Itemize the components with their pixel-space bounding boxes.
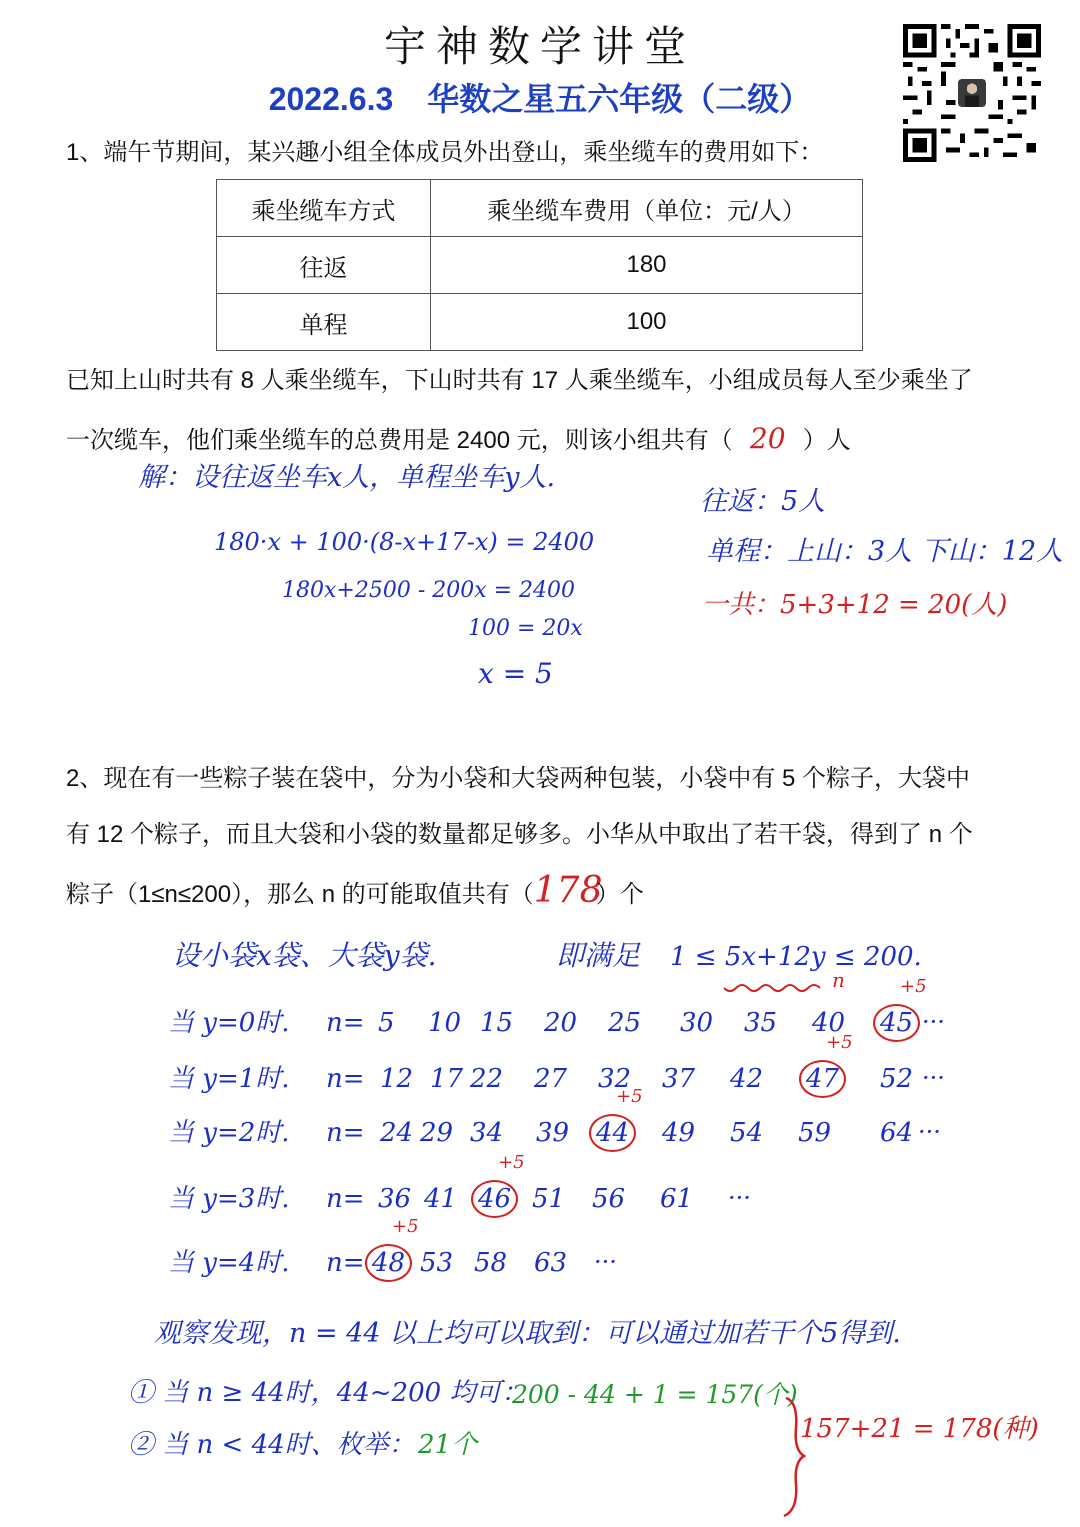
enum-row-prefix: n= (326, 1008, 365, 1038)
enum-value: 24 (380, 1118, 414, 1148)
table-header-cell: 乘坐缆车方式 (217, 180, 431, 237)
enum-ellipsis: ··· (918, 1118, 941, 1146)
table-cell: 180 (431, 237, 863, 294)
q1-equation-2: 180x+2500 - 200x = 2400 (282, 578, 576, 603)
enum-row-label: 当 y=4时. (168, 1248, 290, 1278)
enum-value: 27 (534, 1064, 568, 1094)
q2-case-2-calc: 21个 (418, 1430, 478, 1460)
enum-value: 40 (812, 1008, 846, 1038)
enum-value: 61 (660, 1184, 694, 1214)
exam-date: 2022.6.3 (268, 81, 394, 117)
enum-value: 36 (378, 1184, 412, 1214)
q1-line-3-end: ）人 (802, 427, 851, 454)
q2-case-1-calc: 200 - 44 + 1 = 157(个) (512, 1380, 798, 1409)
q2-setup: 设小袋x袋、大袋y袋. (172, 939, 437, 972)
enum-value: 34 (470, 1118, 504, 1148)
enum-ellipsis: ··· (728, 1184, 751, 1212)
table-cell: 往返 (217, 237, 431, 294)
q1-side-total: 一共：5+3+12 = 20(人) (702, 590, 1008, 620)
enum-value: 64 (880, 1118, 914, 1148)
enum-row-prefix: n= (326, 1118, 365, 1148)
enum-value: 58 (474, 1248, 508, 1278)
enum-ellipsis: ··· (594, 1248, 617, 1276)
enum-value: 20 (544, 1008, 578, 1038)
q1-solution-intro: 解：设往返坐车x人，单程坐车y人. (138, 462, 556, 493)
enum-value: 48 (365, 1244, 412, 1282)
q1-line-2: 已知上山时共有 8 人乘坐缆车，下山时共有 17 人乘坐缆车，小组成员每人至少乘坐了 (66, 367, 973, 394)
table-cell: 100 (431, 294, 863, 351)
enum-value: 56 (592, 1184, 626, 1214)
enum-value: 25 (608, 1008, 642, 1038)
q1-equation-1: 180·x + 100·(8-x+17-x) = 2400 (214, 528, 595, 556)
enum-value: 15 (480, 1008, 514, 1038)
enum-value: 44 (589, 1114, 636, 1152)
exam-name: 华数之星五六年级（二级） (427, 81, 812, 117)
q2-line-3-end: ）个 (595, 881, 644, 908)
enum-value: 39 (536, 1118, 570, 1148)
enum-row-prefix: n= (326, 1184, 365, 1214)
table-cell: 单程 (217, 294, 431, 351)
plus-five-mark: +5 (392, 1216, 419, 1237)
q2-case-1: ① 当 n ≥ 44时，44~200 均可： (128, 1378, 528, 1408)
enum-value: 53 (420, 1248, 454, 1278)
q1-line-1: 1、端午节期间，某兴趣小组全体成员外出登山，乘坐缆车的费用如下： (66, 139, 824, 166)
enum-value: 32 (598, 1064, 632, 1094)
q2-observation: 观察发现，n = 44 以上均可以取到：可以通过加若干个5得到. (154, 1318, 901, 1349)
q2-n-mark: n (832, 968, 845, 992)
plus-five-mark: +5 (616, 1086, 643, 1107)
enum-row-label: 当 y=2时. (168, 1118, 290, 1148)
enum-value: 41 (424, 1184, 458, 1214)
enum-value: 46 (471, 1180, 518, 1218)
q2-setup-mid: 即满足 (556, 939, 641, 972)
enum-row-label: 当 y=1时. (168, 1064, 290, 1094)
q2-total: 157+21 = 178(种) (800, 1414, 1039, 1444)
enum-value: 42 (730, 1064, 764, 1094)
enum-value: 52 (880, 1064, 914, 1094)
enum-value: 45 (873, 1004, 920, 1042)
plus-five-mark: +5 (498, 1152, 525, 1173)
enum-value: 47 (799, 1060, 846, 1098)
enum-row-prefix: n= (326, 1248, 365, 1278)
enum-value: 51 (532, 1184, 566, 1214)
q1-equation-4: x = 5 (478, 657, 553, 690)
enum-value: 10 (428, 1008, 462, 1038)
plus-five-mark: +5 (900, 976, 927, 997)
enum-row-label: 当 y=3时. (168, 1184, 290, 1214)
enum-ellipsis: ··· (922, 1008, 945, 1036)
brace-mark (784, 1398, 804, 1516)
enum-value: 37 (662, 1064, 696, 1094)
enum-value: 22 (470, 1064, 504, 1094)
enum-value: 35 (744, 1008, 778, 1038)
q1-equation-3: 100 = 20x (468, 616, 583, 641)
enum-value: 5 (378, 1008, 395, 1038)
q1-line-3-text: 一次缆车，他们乘坐缆车的总费用是 2400 元，则该小组共有（ (66, 427, 733, 454)
enum-row-prefix: n= (326, 1064, 365, 1094)
q2-case-2: ② 当 n < 44时、枚举： (128, 1430, 415, 1460)
q1-side-note-1: 往返：5人 (700, 486, 826, 517)
q2-setup-inequality: 1 ≤ 5x+12y ≤ 200. (670, 942, 922, 972)
q2-line-1: 2、现在有一些粽子装在袋中，分为小袋和大袋两种包装，小袋中有 5 个粽子，大袋中 (66, 765, 971, 792)
plus-five-mark: +5 (826, 1032, 853, 1053)
q1-side-note-2: 单程：上山：3人 下山：12人 (706, 536, 1064, 567)
q2-line-3-text: 粽子（1≤n≤200），那么 n 的可能取值共有（ (66, 881, 534, 908)
enum-value: 59 (798, 1118, 832, 1148)
enum-ellipsis: ··· (922, 1064, 945, 1092)
wavy-underline (724, 985, 820, 991)
enum-row-label: 当 y=0时. (168, 1008, 290, 1038)
enum-value: 12 (380, 1064, 414, 1094)
enum-value: 49 (662, 1118, 696, 1148)
q2-line-2: 有 12 个粽子，而且大袋和小袋的数量都足够多。小华从中取出了若干袋，得到了 n 个 (66, 821, 973, 848)
q1-answer: 20 (749, 422, 786, 455)
enum-value: 54 (730, 1118, 764, 1148)
page-title: 宇神数学讲堂 (383, 22, 696, 71)
table-header-cell: 乘坐缆车费用（单位：元/人） (431, 180, 863, 237)
enum-value: 29 (420, 1118, 454, 1148)
q2-answer: 178 (533, 870, 603, 911)
enum-value: 17 (430, 1064, 464, 1094)
enum-value: 30 (680, 1008, 714, 1038)
enum-value: 63 (534, 1248, 568, 1278)
